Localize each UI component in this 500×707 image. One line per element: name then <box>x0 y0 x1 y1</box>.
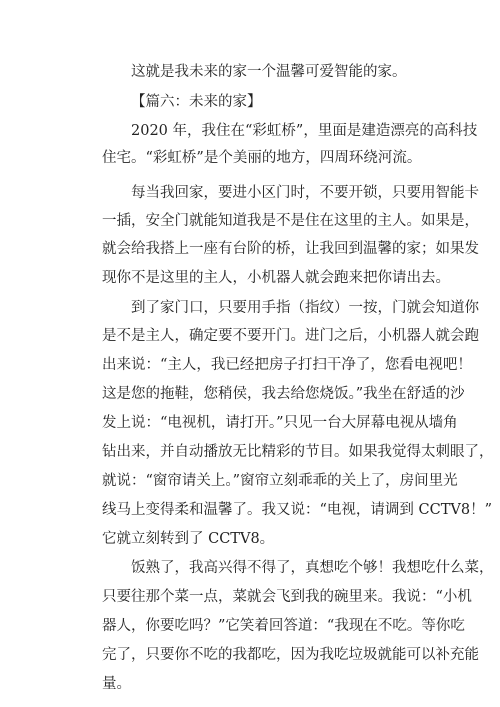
text-line: 就说：“窗帘请关上。”窗帘立刻乖乖的关上了，房间里光 <box>102 473 458 489</box>
text-line: 线马上变得柔和温馨了。我又说：“电视，请调到 CCTV8！” <box>102 502 492 518</box>
text-line: 2020 年，我住在“彩虹桥”，里面是建造漂亮的高科技 <box>131 123 478 139</box>
text-line: 一插，安全门就能知道我是不是住在这里的主人。如果是， <box>102 213 479 229</box>
text-line: 只要往那个菜一点，菜就会飞到我的碗里来。我说：“小机 <box>102 589 472 605</box>
text-line: 饭熟了，我高兴得不得了，真想吃个够！我想吃什么菜， <box>131 560 494 576</box>
text-line: 它就立刻转到了 CCTV8。 <box>102 531 275 547</box>
text-line: 这就是我未来的家一个温馨可爱智能的家。 <box>131 64 407 80</box>
text-line: 钻出来，并自动播放无比精彩的节目。如果我觉得太刺眼了， <box>102 444 494 460</box>
text-line: 到了家门口，只要用手指（指纹）一按，门就会知道你 <box>131 300 479 316</box>
text-line: 出来说：“主人，我已经把房子打扫干净了，您看电视吧！ <box>102 357 472 373</box>
text-line: 完了，只要你不吃的我都吃，因为我吃垃圾就能可以补充能 <box>102 647 479 663</box>
text-line: 现你不是这里的主人，小机器人就会跑来把你请出去。 <box>102 270 450 286</box>
section-heading: 【篇六：未来的家】 <box>131 94 262 110</box>
text-line: 就会给我搭上一座有台阶的桥，让我回到温馨的家；如果发 <box>102 241 479 257</box>
text-line: 是不是主人，确定要不要开门。进门之后，小机器人就会跑 <box>102 328 479 344</box>
text-line: 住宅。“彩虹桥”是个美丽的地方，四周环绕河流。 <box>102 150 422 166</box>
text-line: 量。 <box>102 676 131 692</box>
text-line: 器人，你要吃吗？”它笑着回答道：“我现在不吃。等你吃 <box>102 618 465 634</box>
text-line: 这是您的拖鞋，您稍侯，我去给您烧饭。”我坐在舒适的沙 <box>102 386 465 402</box>
text-line: 每当我回家，要进小区门时，不要开锁，只要用智能卡 <box>131 185 479 201</box>
text-line: 发上说：“电视机，请打开。”只见一台大屏幕电视从墙角 <box>102 415 458 431</box>
